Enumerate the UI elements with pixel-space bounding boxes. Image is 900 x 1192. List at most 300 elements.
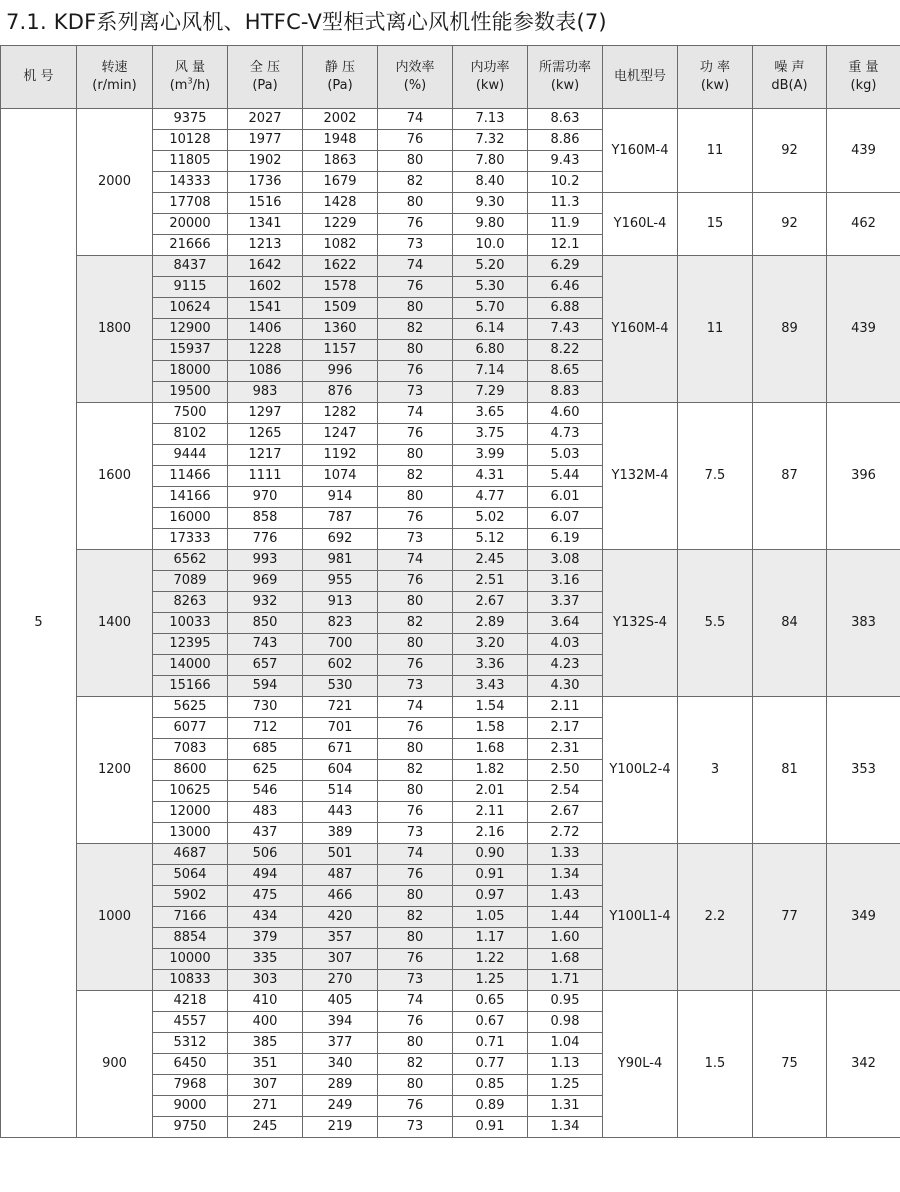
- airflow-cell: 4687: [153, 844, 228, 865]
- static-pressure-cell: 501: [303, 844, 378, 865]
- total-pressure-cell: 385: [228, 1033, 303, 1054]
- airflow-cell: 17333: [153, 529, 228, 550]
- power-cell: 11: [678, 256, 753, 403]
- airflow-cell: 21666: [153, 235, 228, 256]
- total-pressure-cell: 1602: [228, 277, 303, 298]
- weight-cell: 349: [827, 844, 900, 991]
- internal-efficiency-cell: 76: [378, 214, 453, 235]
- airflow-cell: 8263: [153, 592, 228, 613]
- static-pressure-cell: 604: [303, 760, 378, 781]
- static-pressure-cell: 955: [303, 571, 378, 592]
- static-pressure-cell: 913: [303, 592, 378, 613]
- header-line: $(m^3/h)$: [169, 76, 211, 93]
- internal-efficiency-cell: 74: [378, 844, 453, 865]
- internal-power-cell: 2.89: [453, 613, 528, 634]
- total-pressure-cell: 494: [228, 865, 303, 886]
- airflow-cell: 7166: [153, 907, 228, 928]
- internal-power-cell: 0.71: [453, 1033, 528, 1054]
- airflow-cell: 6562: [153, 550, 228, 571]
- header-line: dB(A): [771, 78, 808, 93]
- internal-power-cell: 1.22: [453, 949, 528, 970]
- header-internal-power: [453, 46, 528, 109]
- total-pressure-cell: 625: [228, 760, 303, 781]
- header-line: 转速: [101, 60, 128, 75]
- total-pressure-cell: 1341: [228, 214, 303, 235]
- static-pressure-cell: 823: [303, 613, 378, 634]
- required-power-cell: 10.2: [528, 172, 603, 193]
- required-power-cell: 0.95: [528, 991, 603, 1012]
- total-pressure-cell: 1516: [228, 193, 303, 214]
- total-pressure-cell: 1217: [228, 445, 303, 466]
- internal-efficiency-cell: 82: [378, 907, 453, 928]
- required-power-cell: 4.60: [528, 403, 603, 424]
- internal-power-cell: 10.0: [453, 235, 528, 256]
- internal-power-cell: 5.12: [453, 529, 528, 550]
- power-cell: 1.5: [678, 991, 753, 1138]
- internal-power-cell: 7.80: [453, 151, 528, 172]
- motor-model-cell: Y160M-4: [603, 256, 678, 403]
- header-noise: [753, 46, 827, 109]
- internal-efficiency-cell: 82: [378, 613, 453, 634]
- airflow-cell: 5312: [153, 1033, 228, 1054]
- noise-cell: 75: [753, 991, 827, 1138]
- internal-efficiency-cell: 80: [378, 739, 453, 760]
- static-pressure-cell: 1863: [303, 151, 378, 172]
- speed-cell: 1200: [77, 697, 153, 844]
- required-power-cell: 6.88: [528, 298, 603, 319]
- airflow-cell: 19500: [153, 382, 228, 403]
- internal-efficiency-cell: 80: [378, 886, 453, 907]
- airflow-cell: 7083: [153, 739, 228, 760]
- internal-power-cell: 0.65: [453, 991, 528, 1012]
- internal-efficiency-cell: 76: [378, 130, 453, 151]
- table-row: [1, 256, 900, 277]
- table-row: [1, 550, 900, 571]
- airflow-cell: 11466: [153, 466, 228, 487]
- internal-power-cell: 1.58: [453, 718, 528, 739]
- table-row: [1, 403, 900, 424]
- airflow-cell: 4557: [153, 1012, 228, 1033]
- required-power-cell: 4.03: [528, 634, 603, 655]
- table-row: [1, 109, 900, 130]
- total-pressure-cell: 776: [228, 529, 303, 550]
- static-pressure-cell: 530: [303, 676, 378, 697]
- internal-power-cell: 7.29: [453, 382, 528, 403]
- internal-power-cell: 0.89: [453, 1096, 528, 1117]
- static-pressure-cell: 1948: [303, 130, 378, 151]
- required-power-cell: 11.9: [528, 214, 603, 235]
- airflow-cell: 14166: [153, 487, 228, 508]
- internal-power-cell: 0.90: [453, 844, 528, 865]
- required-power-cell: 6.01: [528, 487, 603, 508]
- airflow-cell: 8102: [153, 424, 228, 445]
- internal-power-cell: 3.43: [453, 676, 528, 697]
- internal-power-cell: 2.45: [453, 550, 528, 571]
- header-line: (Pa): [252, 78, 278, 93]
- power-cell: 5.5: [678, 550, 753, 697]
- static-pressure-cell: 340: [303, 1054, 378, 1075]
- speed-cell: 1800: [77, 256, 153, 403]
- required-power-cell: 3.64: [528, 613, 603, 634]
- header-total-pressure: [228, 46, 303, 109]
- internal-efficiency-cell: 74: [378, 550, 453, 571]
- airflow-cell: 7500: [153, 403, 228, 424]
- total-pressure-cell: 730: [228, 697, 303, 718]
- airflow-cell: 7089: [153, 571, 228, 592]
- internal-power-cell: 3.36: [453, 655, 528, 676]
- cubic-superscript: 3: [187, 76, 193, 86]
- static-pressure-cell: 307: [303, 949, 378, 970]
- table-row: [1, 844, 900, 865]
- weight-cell: 396: [827, 403, 900, 550]
- airflow-cell: 12000: [153, 802, 228, 823]
- internal-efficiency-cell: 73: [378, 1117, 453, 1138]
- required-power-cell: 3.37: [528, 592, 603, 613]
- required-power-cell: 11.3: [528, 193, 603, 214]
- airflow-cell: 9115: [153, 277, 228, 298]
- internal-efficiency-cell: 82: [378, 466, 453, 487]
- internal-power-cell: 9.80: [453, 214, 528, 235]
- internal-efficiency-cell: 80: [378, 781, 453, 802]
- internal-power-cell: 1.68: [453, 739, 528, 760]
- required-power-cell: 8.63: [528, 109, 603, 130]
- airflow-cell: 8437: [153, 256, 228, 277]
- static-pressure-cell: 876: [303, 382, 378, 403]
- page-title: 7.1. KDF系列离心风机、HTFC-V型柜式离心风机性能参数表(7): [6, 10, 607, 34]
- required-power-cell: 4.73: [528, 424, 603, 445]
- total-pressure-cell: 858: [228, 508, 303, 529]
- noise-cell: 92: [753, 193, 827, 256]
- internal-efficiency-cell: 80: [378, 634, 453, 655]
- required-power-cell: 6.07: [528, 508, 603, 529]
- total-pressure-cell: 932: [228, 592, 303, 613]
- static-pressure-cell: 1074: [303, 466, 378, 487]
- static-pressure-cell: 377: [303, 1033, 378, 1054]
- header-line: 电机型号: [613, 69, 666, 84]
- static-pressure-cell: 981: [303, 550, 378, 571]
- static-pressure-cell: 357: [303, 928, 378, 949]
- airflow-cell: 8854: [153, 928, 228, 949]
- total-pressure-cell: 434: [228, 907, 303, 928]
- table-header: [1, 46, 900, 109]
- internal-efficiency-cell: 76: [378, 1096, 453, 1117]
- internal-power-cell: 2.51: [453, 571, 528, 592]
- motor-model-cell: Y100L2-4: [603, 697, 678, 844]
- internal-efficiency-cell: 76: [378, 361, 453, 382]
- required-power-cell: 6.46: [528, 277, 603, 298]
- static-pressure-cell: 389: [303, 823, 378, 844]
- static-pressure-cell: 1679: [303, 172, 378, 193]
- header-line: 风 量: [174, 60, 206, 75]
- airflow-cell: 10033: [153, 613, 228, 634]
- speed-cell: 2000: [77, 109, 153, 256]
- noise-cell: 87: [753, 403, 827, 550]
- required-power-cell: 2.54: [528, 781, 603, 802]
- internal-power-cell: 3.20: [453, 634, 528, 655]
- total-pressure-cell: 410: [228, 991, 303, 1012]
- header-line: (kg): [850, 78, 877, 93]
- internal-power-cell: 0.77: [453, 1054, 528, 1075]
- internal-efficiency-cell: 74: [378, 256, 453, 277]
- airflow-cell: 9000: [153, 1096, 228, 1117]
- airflow-cell: 10624: [153, 298, 228, 319]
- internal-power-cell: 6.80: [453, 340, 528, 361]
- internal-efficiency-cell: 80: [378, 193, 453, 214]
- internal-efficiency-cell: 73: [378, 823, 453, 844]
- required-power-cell: 12.1: [528, 235, 603, 256]
- total-pressure-cell: 685: [228, 739, 303, 760]
- internal-power-cell: 5.02: [453, 508, 528, 529]
- noise-cell: 84: [753, 550, 827, 697]
- internal-power-cell: 9.30: [453, 193, 528, 214]
- total-pressure-cell: 1736: [228, 172, 303, 193]
- airflow-cell: 4218: [153, 991, 228, 1012]
- header-line: (Pa): [327, 78, 353, 93]
- header-static-pressure: [303, 46, 378, 109]
- total-pressure-cell: 712: [228, 718, 303, 739]
- static-pressure-cell: 394: [303, 1012, 378, 1033]
- internal-efficiency-cell: 74: [378, 403, 453, 424]
- internal-efficiency-cell: 74: [378, 109, 453, 130]
- required-power-cell: 3.16: [528, 571, 603, 592]
- required-power-cell: 4.30: [528, 676, 603, 697]
- required-power-cell: 6.29: [528, 256, 603, 277]
- internal-power-cell: 1.17: [453, 928, 528, 949]
- internal-power-cell: 4.31: [453, 466, 528, 487]
- internal-efficiency-cell: 82: [378, 172, 453, 193]
- power-cell: 7.5: [678, 403, 753, 550]
- required-power-cell: 1.34: [528, 865, 603, 886]
- static-pressure-cell: 420: [303, 907, 378, 928]
- internal-power-cell: 3.65: [453, 403, 528, 424]
- internal-efficiency-cell: 76: [378, 802, 453, 823]
- airflow-cell: 10000: [153, 949, 228, 970]
- total-pressure-cell: 2027: [228, 109, 303, 130]
- internal-efficiency-cell: 80: [378, 1033, 453, 1054]
- required-power-cell: 9.43: [528, 151, 603, 172]
- motor-model-cell: Y100L1-4: [603, 844, 678, 991]
- total-pressure-cell: 1541: [228, 298, 303, 319]
- total-pressure-cell: 475: [228, 886, 303, 907]
- internal-efficiency-cell: 76: [378, 277, 453, 298]
- required-power-cell: 1.34: [528, 1117, 603, 1138]
- internal-efficiency-cell: 76: [378, 949, 453, 970]
- header-required-power: [528, 46, 603, 109]
- required-power-cell: 3.08: [528, 550, 603, 571]
- total-pressure-cell: 400: [228, 1012, 303, 1033]
- header-line: 机 号: [23, 69, 54, 84]
- internal-power-cell: 0.97: [453, 886, 528, 907]
- total-pressure-cell: 437: [228, 823, 303, 844]
- required-power-cell: 2.11: [528, 697, 603, 718]
- static-pressure-cell: 1360: [303, 319, 378, 340]
- airflow-cell: 6450: [153, 1054, 228, 1075]
- total-pressure-cell: 506: [228, 844, 303, 865]
- total-pressure-cell: 969: [228, 571, 303, 592]
- header-line: 所需功率: [538, 60, 591, 75]
- header-motor-model: [603, 46, 678, 109]
- internal-power-cell: 7.32: [453, 130, 528, 151]
- airflow-cell: 10625: [153, 781, 228, 802]
- internal-power-cell: 5.70: [453, 298, 528, 319]
- header-machine-no: [1, 46, 77, 109]
- power-cell: 3: [678, 697, 753, 844]
- internal-efficiency-cell: 76: [378, 718, 453, 739]
- total-pressure-cell: 1111: [228, 466, 303, 487]
- header-weight: [827, 46, 900, 109]
- total-pressure-cell: 335: [228, 949, 303, 970]
- internal-power-cell: 0.67: [453, 1012, 528, 1033]
- airflow-cell: 9750: [153, 1117, 228, 1138]
- speed-cell: 1600: [77, 403, 153, 550]
- airflow-cell: 5625: [153, 697, 228, 718]
- power-cell: 11: [678, 109, 753, 193]
- static-pressure-cell: 487: [303, 865, 378, 886]
- static-pressure-cell: 219: [303, 1117, 378, 1138]
- weight-cell: 383: [827, 550, 900, 697]
- static-pressure-cell: 1247: [303, 424, 378, 445]
- motor-model-cell: Y160L-4: [603, 193, 678, 256]
- static-pressure-cell: 443: [303, 802, 378, 823]
- speed-cell: 1400: [77, 550, 153, 697]
- internal-power-cell: 3.75: [453, 424, 528, 445]
- internal-power-cell: 2.11: [453, 802, 528, 823]
- required-power-cell: 8.86: [528, 130, 603, 151]
- internal-efficiency-cell: 80: [378, 592, 453, 613]
- total-pressure-cell: 379: [228, 928, 303, 949]
- total-pressure-cell: 271: [228, 1096, 303, 1117]
- airflow-cell: 18000: [153, 361, 228, 382]
- total-pressure-cell: 657: [228, 655, 303, 676]
- airflow-cell: 12900: [153, 319, 228, 340]
- required-power-cell: 1.68: [528, 949, 603, 970]
- internal-power-cell: 4.77: [453, 487, 528, 508]
- total-pressure-cell: 483: [228, 802, 303, 823]
- header-airflow: [153, 46, 228, 109]
- total-pressure-cell: 303: [228, 970, 303, 991]
- static-pressure-cell: 2002: [303, 109, 378, 130]
- airflow-cell: 14000: [153, 655, 228, 676]
- required-power-cell: 1.71: [528, 970, 603, 991]
- power-cell: 2.2: [678, 844, 753, 991]
- required-power-cell: 2.17: [528, 718, 603, 739]
- internal-efficiency-cell: 76: [378, 1012, 453, 1033]
- required-power-cell: 0.98: [528, 1012, 603, 1033]
- internal-power-cell: 8.40: [453, 172, 528, 193]
- internal-efficiency-cell: 80: [378, 487, 453, 508]
- internal-power-cell: 2.67: [453, 592, 528, 613]
- static-pressure-cell: 289: [303, 1075, 378, 1096]
- header-internal-efficiency: [378, 46, 453, 109]
- header-line: (r/min): [92, 78, 137, 93]
- required-power-cell: 6.19: [528, 529, 603, 550]
- total-pressure-cell: 1213: [228, 235, 303, 256]
- weight-cell: 439: [827, 256, 900, 403]
- airflow-cell: 13000: [153, 823, 228, 844]
- total-pressure-cell: 970: [228, 487, 303, 508]
- static-pressure-cell: 1229: [303, 214, 378, 235]
- internal-power-cell: 5.20: [453, 256, 528, 277]
- required-power-cell: 8.65: [528, 361, 603, 382]
- airflow-cell: 20000: [153, 214, 228, 235]
- internal-efficiency-cell: 76: [378, 508, 453, 529]
- header-line: (%): [403, 78, 427, 93]
- motor-model-cell: Y160M-4: [603, 109, 678, 193]
- static-pressure-cell: 1157: [303, 340, 378, 361]
- required-power-cell: 1.04: [528, 1033, 603, 1054]
- table-row: [1, 991, 900, 1012]
- motor-model-cell: Y132S-4: [603, 550, 678, 697]
- airflow-cell: 9375: [153, 109, 228, 130]
- required-power-cell: 1.13: [528, 1054, 603, 1075]
- internal-efficiency-cell: 73: [378, 676, 453, 697]
- required-power-cell: 5.44: [528, 466, 603, 487]
- internal-efficiency-cell: 82: [378, 1054, 453, 1075]
- motor-model-cell: Y90L-4: [603, 991, 678, 1138]
- static-pressure-cell: 270: [303, 970, 378, 991]
- internal-power-cell: 1.54: [453, 697, 528, 718]
- internal-efficiency-cell: 74: [378, 697, 453, 718]
- internal-power-cell: 6.14: [453, 319, 528, 340]
- internal-power-cell: 1.05: [453, 907, 528, 928]
- total-pressure-cell: 1265: [228, 424, 303, 445]
- internal-power-cell: 2.01: [453, 781, 528, 802]
- required-power-cell: 2.31: [528, 739, 603, 760]
- total-pressure-cell: 245: [228, 1117, 303, 1138]
- required-power-cell: 2.72: [528, 823, 603, 844]
- internal-efficiency-cell: 76: [378, 865, 453, 886]
- total-pressure-cell: 307: [228, 1075, 303, 1096]
- static-pressure-cell: 721: [303, 697, 378, 718]
- speed-cell: 1000: [77, 844, 153, 991]
- total-pressure-cell: 743: [228, 634, 303, 655]
- required-power-cell: 7.43: [528, 319, 603, 340]
- static-pressure-cell: 1509: [303, 298, 378, 319]
- static-pressure-cell: 466: [303, 886, 378, 907]
- header-speed: [77, 46, 153, 109]
- static-pressure-cell: 1578: [303, 277, 378, 298]
- power-cell: 15: [678, 193, 753, 256]
- airflow-cell: 16000: [153, 508, 228, 529]
- airflow-cell: 7968: [153, 1075, 228, 1096]
- internal-efficiency-cell: 73: [378, 970, 453, 991]
- static-pressure-cell: 405: [303, 991, 378, 1012]
- total-pressure-cell: 594: [228, 676, 303, 697]
- static-pressure-cell: 996: [303, 361, 378, 382]
- required-power-cell: 4.23: [528, 655, 603, 676]
- required-power-cell: 5.03: [528, 445, 603, 466]
- noise-cell: 77: [753, 844, 827, 991]
- required-power-cell: 8.83: [528, 382, 603, 403]
- noise-cell: 92: [753, 109, 827, 193]
- internal-efficiency-cell: 76: [378, 655, 453, 676]
- internal-efficiency-cell: 73: [378, 529, 453, 550]
- header-line: 内功率: [470, 60, 510, 75]
- static-pressure-cell: 700: [303, 634, 378, 655]
- header-line: 功 率: [699, 60, 731, 75]
- total-pressure-cell: 993: [228, 550, 303, 571]
- airflow-cell: 5064: [153, 865, 228, 886]
- total-pressure-cell: 983: [228, 382, 303, 403]
- total-pressure-cell: 1406: [228, 319, 303, 340]
- header-line: 静 压: [324, 60, 356, 75]
- internal-power-cell: 0.91: [453, 865, 528, 886]
- internal-efficiency-cell: 80: [378, 340, 453, 361]
- static-pressure-cell: 514: [303, 781, 378, 802]
- header-line: (kw): [475, 78, 505, 93]
- internal-efficiency-cell: 80: [378, 445, 453, 466]
- static-pressure-cell: 602: [303, 655, 378, 676]
